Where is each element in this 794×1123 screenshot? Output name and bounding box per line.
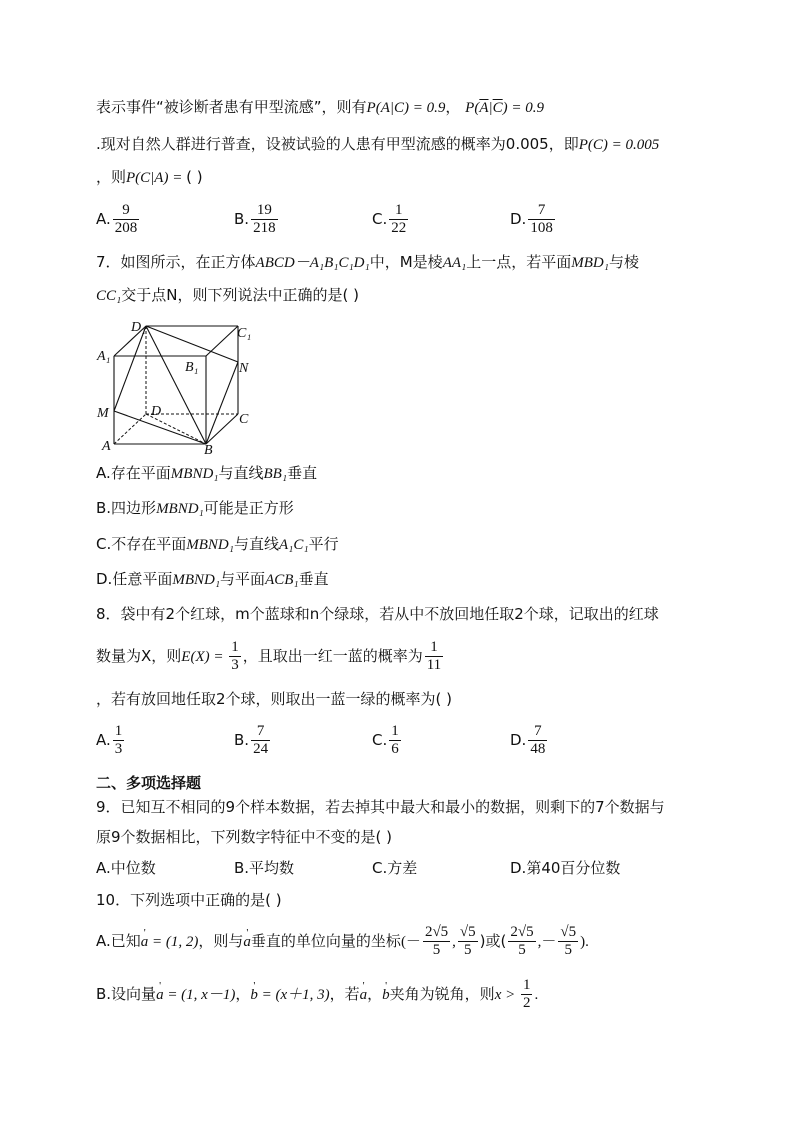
- label-c1: C₁: [237, 326, 252, 341]
- q7-option-a: A.存在平面MBND₁与直线BB₁垂直: [96, 464, 318, 482]
- label-b: B: [204, 443, 213, 456]
- label-n: N: [239, 361, 249, 376]
- q10-option-a: A.已知' a = (1, 2)，则与' a垂直的单位向量的坐标(－ $\frac{2√5}{5}$ , $\frac{√5}{5}$ )或( $\frac{2√5}{5}$ ,－ $\frac{√5}{5}$ ).: [96, 922, 589, 961]
- question-8-line3: ，若有放回地任取2个球，则取出一蓝一绿的概率为( ): [96, 690, 453, 708]
- q8-option-a: A. $\frac{1}{3}$: [96, 723, 123, 757]
- question-9-line2: 原9个数据相比，下列数字特征中不变的是( ): [96, 828, 393, 846]
- question-9-line1: 9．已知互不相同的9个样本数据，若去掉其中最大和最小的数据，则剩下的7个数据与: [96, 798, 665, 816]
- label-d1: D₁: [131, 320, 146, 335]
- label-m: M: [97, 406, 109, 421]
- question-8-line1: 8．袋中有2个红球，m个蓝球和n个绿球，若从中不放回地任取2个球，记取出的红球: [96, 605, 659, 623]
- question-7-line1: 7．如图所示，在正方体ABCD－A₁B₁C₁D₁中，M是棱AA₁上一点，若平面MBD₁与棱: [96, 253, 639, 271]
- q9-option-d: D.第40百分位数: [510, 859, 621, 877]
- q7-option-d: D.任意平面MBND₁与平面ACB₁垂直: [96, 570, 329, 588]
- q7-option-c: C.不存在平面MBND₁与直线A₁C₁平行: [96, 535, 339, 553]
- q10-option-b: B.设向量' a = (1, x－1)，' b = (x＋1, 3)，若' a，' b夹角为锐角，则x > $\frac{1}{2}$ .: [96, 975, 538, 1014]
- label-b1: B₁: [185, 360, 199, 375]
- text-line: ，则P(C|A) = ( ): [96, 168, 203, 186]
- option-c: C. $\frac{1}{22}$: [372, 202, 407, 236]
- label-d: D: [151, 404, 162, 419]
- q8-option-c: C. $\frac{1}{6}$: [372, 723, 399, 757]
- q9-option-a: A.中位数: [96, 859, 156, 877]
- q7-option-b: B.四边形MBND₁可能是正方形: [96, 499, 294, 517]
- text-line: .现对自然人群进行普查，设被试验的人患有甲型流感的概率为0.005，即P(C) = 0.005: [96, 135, 660, 153]
- label-c: C: [239, 412, 249, 427]
- question-10-line1: 10．下列选项中正确的是( ): [96, 891, 282, 909]
- text-line: 表示事件“被诊断者患有甲型流感”，则有P(A|C) = 0.9， $P(\overline{A}|\overline{C}) = 0.9$: [96, 98, 545, 116]
- option-d: D. $\frac{7}{108}$: [510, 202, 553, 236]
- question-8-line2: 数量为X，则E(X) = $\frac{1}{3}$ ，且取出一红一蓝的概率为 $\frac{1}{11}$: [96, 639, 442, 673]
- q9-option-c: C.方差: [372, 859, 418, 877]
- label-a1: A₁: [97, 349, 111, 364]
- q8-option-d: D. $\frac{7}{48}$: [510, 723, 546, 757]
- option-b: B. $\frac{19}{218}$: [234, 202, 276, 236]
- cube-figure: [94, 316, 264, 456]
- label-a: A: [102, 439, 111, 454]
- q8-option-b: B. $\frac{7}{24}$: [234, 723, 269, 757]
- question-7-line2: CC₁交于点N，则下列说法中正确的是( ): [96, 286, 359, 304]
- section-heading: 二、多项选择题: [96, 774, 202, 792]
- option-a: A. $\frac{9}{208}$: [96, 202, 138, 236]
- q9-option-b: B.平均数: [234, 859, 295, 877]
